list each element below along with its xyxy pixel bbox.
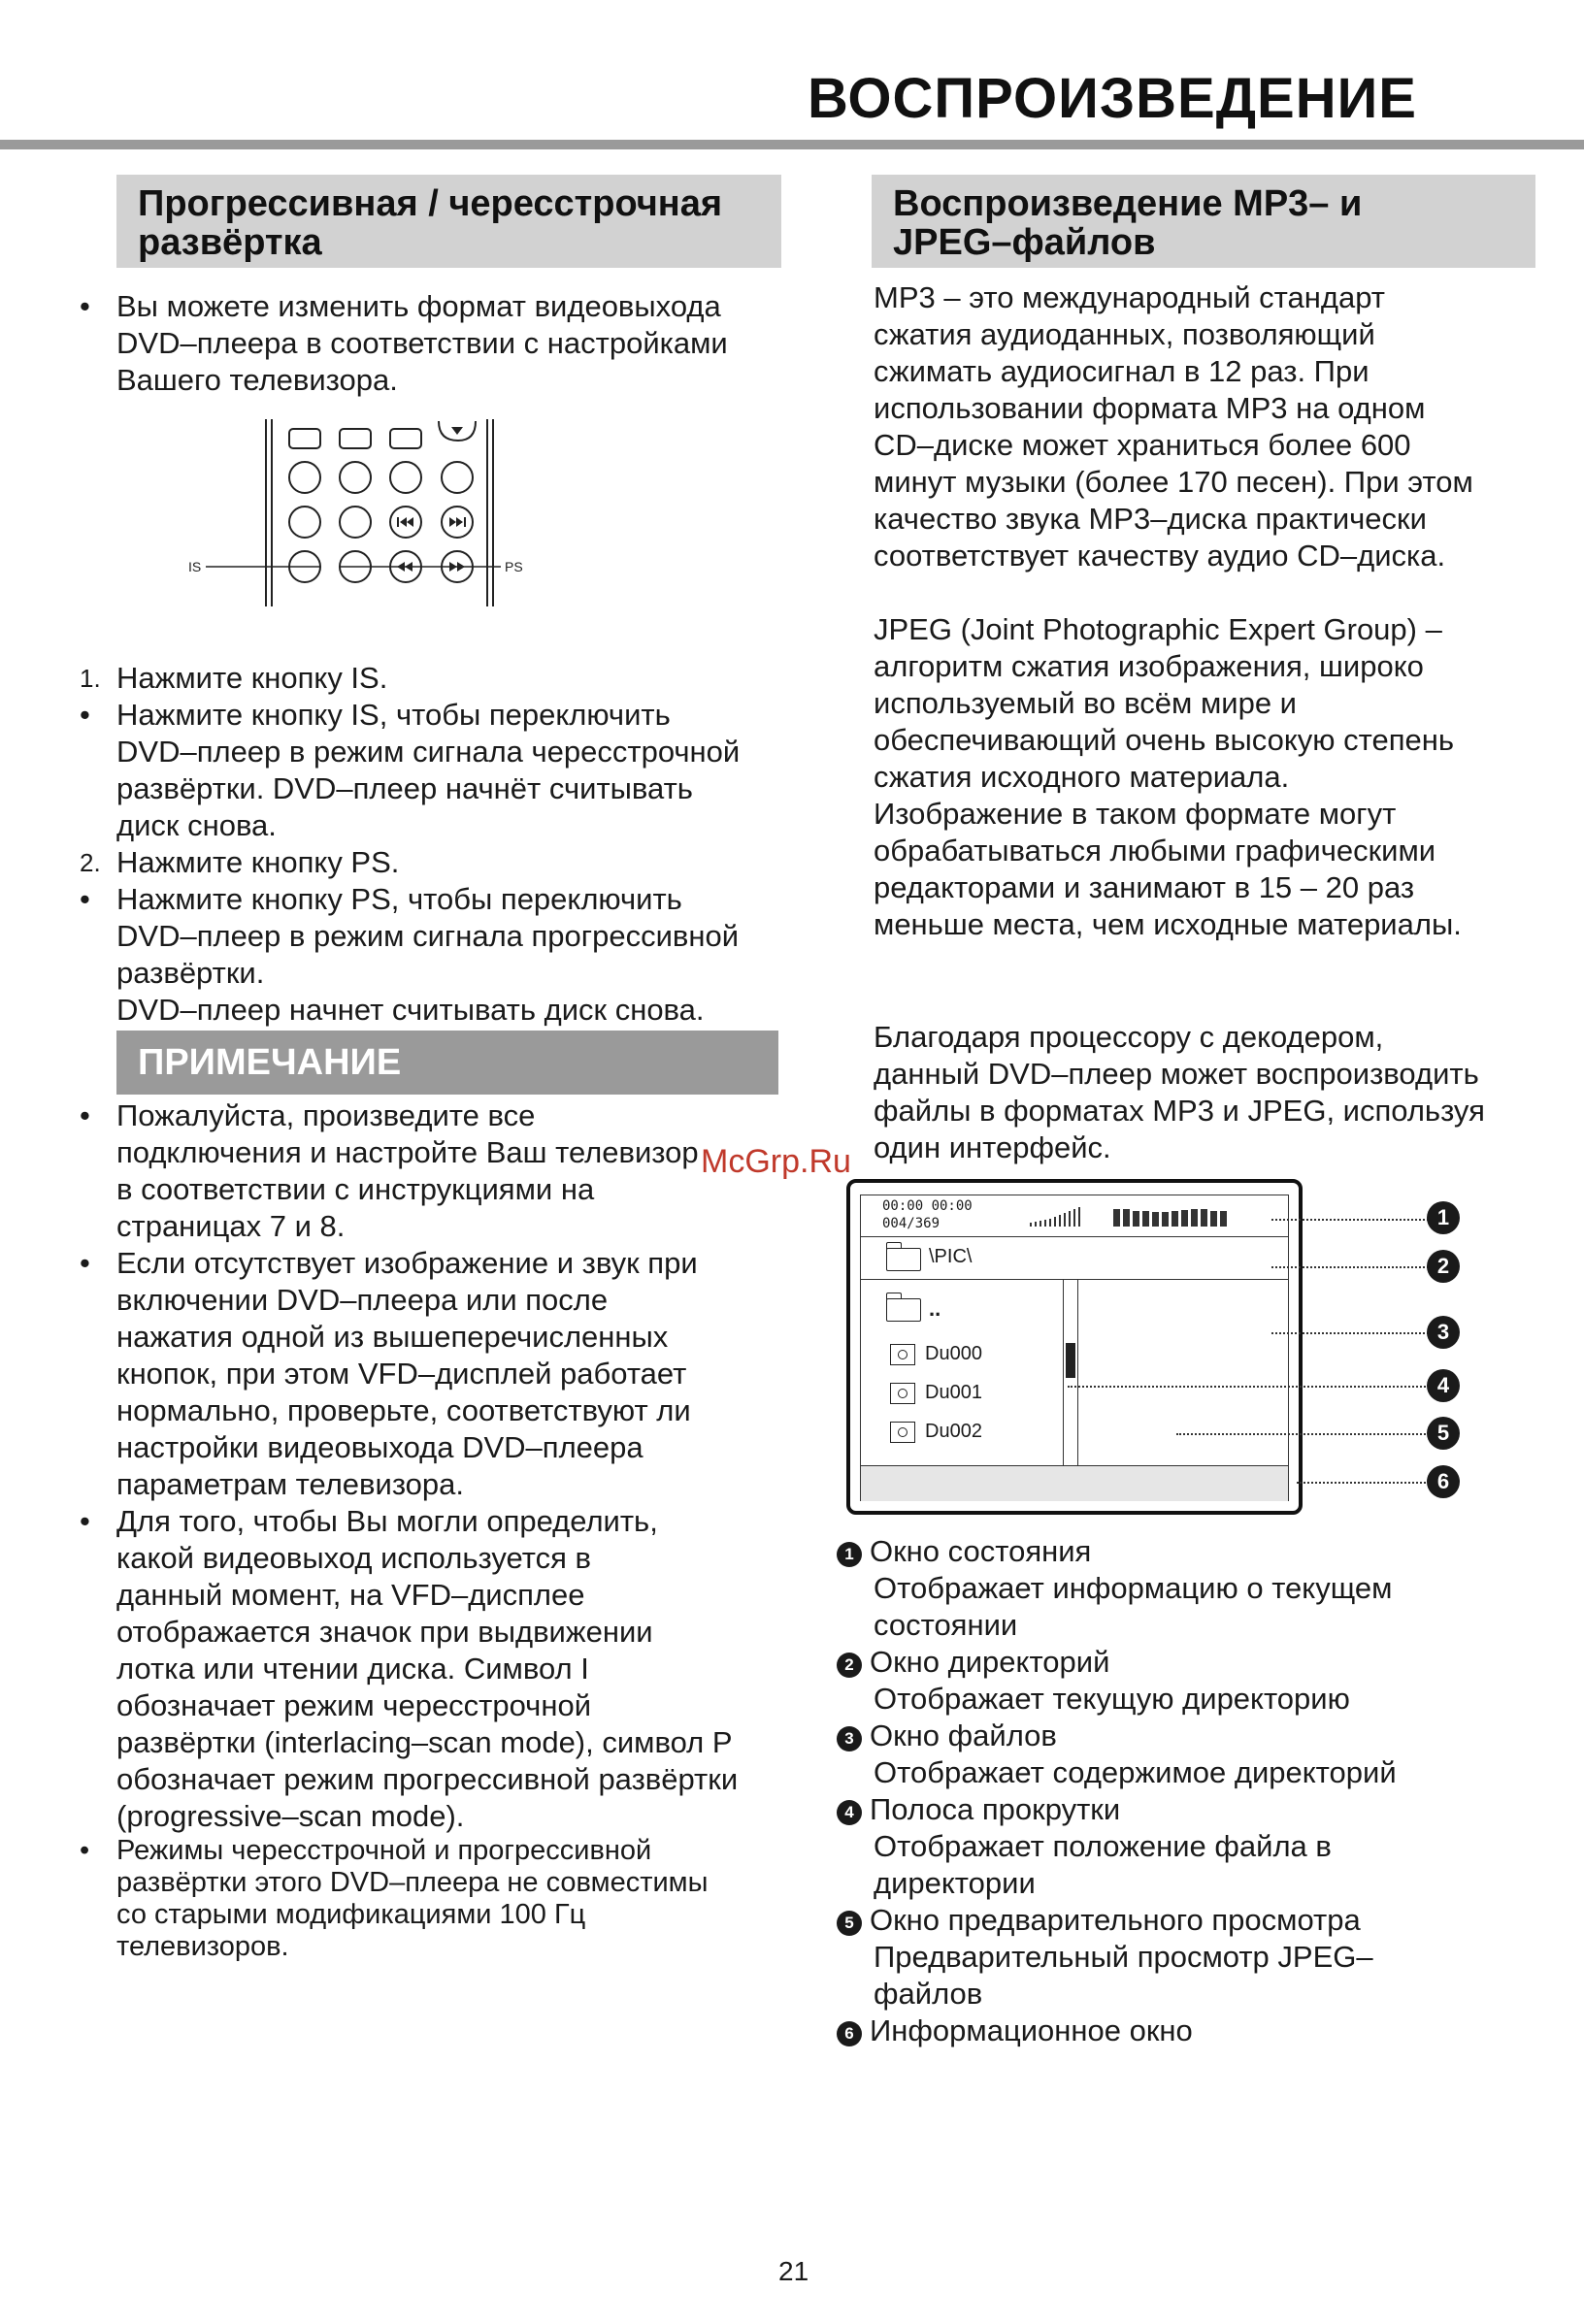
legend-title: Окно директорий — [870, 1645, 1110, 1679]
text-line: DVD–плеер начнет считывать диск снова. — [116, 993, 705, 1027]
text-line: один интерфейс. — [874, 1130, 1111, 1164]
text-line: алгоритм сжатия изображения, широко — [874, 649, 1424, 683]
text-line: кнопок, при этом VFD–дисплей работает — [116, 1357, 687, 1391]
text-line: телевизоров. — [116, 1931, 289, 1962]
status-window — [861, 1195, 1288, 1237]
text-line: развёртки. DVD–плеер начнёт считывать — [116, 771, 693, 805]
remote-button — [289, 507, 320, 538]
text-line: соответствует качеству аудио CD–диска. — [874, 539, 1446, 573]
text-line: включении DVD–плеера или после — [116, 1283, 609, 1317]
remote-button — [340, 429, 371, 448]
text-line: Режимы чересстрочной и прогрессивной — [116, 1835, 652, 1866]
callout-leader — [1271, 1266, 1433, 1268]
remote-button — [289, 462, 320, 493]
file-item[interactable] — [890, 1343, 982, 1365]
page-number: 21 — [778, 2256, 809, 2286]
callout-2: 2 — [1427, 1250, 1460, 1283]
text-line: Вы можете изменить формат видеовыхода — [116, 289, 721, 323]
legend-title: Окно файлов — [870, 1718, 1057, 1752]
top-rule — [0, 140, 1584, 149]
legend-number: 6 — [837, 2021, 862, 2046]
file-item[interactable] — [890, 1421, 982, 1443]
remote-row-top — [289, 421, 476, 448]
legend-item-title — [837, 1791, 1397, 1828]
track-readout: 004/369 — [882, 1216, 940, 1231]
callout-4: 4 — [1427, 1369, 1460, 1402]
text-line: данный момент, на VFD–дисплее — [116, 1578, 585, 1612]
text-line: (progressive–scan mode). — [116, 1799, 465, 1833]
watermark: McGrp.Ru — [701, 1143, 851, 1180]
callout-leader — [1271, 1219, 1433, 1221]
image-file-icon — [890, 1383, 915, 1404]
text-line: со старыми модификациями 100 Гц — [116, 1899, 586, 1930]
text-line: Для того, чтобы Вы могли определить, — [116, 1504, 658, 1538]
bullet-item — [80, 1503, 798, 1835]
legend-desc: Отображает информацию о текущем — [874, 1571, 1393, 1605]
text-line: Благодаря процессору с декодером, — [874, 1020, 1384, 1054]
note-bullets — [80, 1097, 798, 1963]
text-line: настройки видеовыхода DVD–плеера — [116, 1430, 644, 1464]
legend-desc: директории — [874, 1866, 1036, 1900]
section-heading-line: Воспроизведение MP3– и — [893, 183, 1363, 224]
note-heading: ПРИМЕЧАНИЕ — [116, 1031, 778, 1095]
step-2 — [80, 844, 798, 881]
text-line: развёртки. — [116, 956, 265, 990]
bullet-item — [80, 288, 798, 399]
bullet-dot: • — [80, 698, 90, 732]
text-line: качество звука MP3–диска практически — [874, 502, 1427, 536]
text-line: Вашего телевизора. — [116, 363, 398, 397]
step-text: Нажмите кнопку PS. — [116, 845, 400, 879]
legend-desc: файлов — [874, 1977, 983, 2011]
text-line: использовании формата MP3 на одном — [874, 391, 1426, 425]
parent-dir-item[interactable]: .. — [929, 1296, 941, 1321]
step-number: 2. — [80, 848, 101, 877]
legend-item-title — [837, 1644, 1397, 1681]
text-line: файлы в форматах MP3 и JPEG, используя — [874, 1094, 1485, 1128]
legend-list — [837, 1533, 1397, 2049]
callout-leader — [1176, 1433, 1433, 1435]
section-heading-line: Прогрессивная / чересстрочная — [138, 183, 723, 224]
legend-title: Окно предварительного просмотра — [870, 1903, 1361, 1937]
time-readout: 00:00 00:00 — [882, 1198, 973, 1214]
text-line: обеспечивающий очень высокую степень — [874, 723, 1455, 757]
text-line: сжатия исходного материала. — [874, 760, 1290, 794]
text-line: диск снова. — [116, 808, 277, 842]
callout-1: 1 — [1427, 1201, 1460, 1234]
legend-item-title — [837, 1902, 1397, 1939]
bullet-dot: • — [80, 1504, 90, 1538]
image-file-icon — [890, 1422, 915, 1443]
callout-leader — [1271, 1332, 1433, 1334]
bullet-dot: • — [80, 1098, 90, 1132]
bullet-item — [80, 881, 798, 1029]
legend-title: Окно состояния — [870, 1534, 1092, 1568]
remote-button — [390, 429, 421, 448]
legend-desc: состоянии — [874, 1608, 1018, 1642]
callout-5: 5 — [1427, 1417, 1460, 1450]
legend-number: 4 — [837, 1800, 862, 1825]
text-line: развёртки этого DVD–плеера не совместимы — [116, 1867, 709, 1898]
text-line: страницах 7 и 8. — [116, 1209, 346, 1243]
text-line: MP3 – это международный стандарт — [874, 280, 1385, 314]
info-window — [861, 1465, 1288, 1501]
file-name: Du001 — [925, 1382, 982, 1403]
step-1 — [80, 660, 798, 697]
section-heading-scan — [116, 175, 781, 268]
legend-item-title — [837, 1533, 1397, 1570]
text-line: нажатия одной из вышеперечисленных — [116, 1320, 669, 1354]
legend-title: Полоса прокрутки — [870, 1792, 1121, 1826]
file-item[interactable] — [890, 1382, 982, 1404]
section-heading-line: развёртка — [138, 222, 322, 263]
text-line: обозначает режим чересстрочной — [116, 1688, 592, 1722]
section-heading-line: JPEG–файлов — [893, 222, 1156, 263]
para-decoder — [874, 1019, 1553, 1166]
step-number: 1. — [80, 664, 101, 693]
ps-label: PS — [505, 559, 523, 574]
file-name: Du002 — [925, 1421, 982, 1442]
text-line: DVD–плеера в соответствии с настройками — [116, 326, 728, 360]
text-line: параметрам телевизора. — [116, 1467, 465, 1501]
steps-block — [80, 660, 798, 1029]
text-line: в соответствии с инструкциями на — [116, 1172, 595, 1206]
section-heading-mp3-jpeg — [872, 175, 1535, 268]
para-jpeg — [874, 611, 1553, 943]
text-line: нормально, проверьте, соответствуют ли — [116, 1393, 691, 1427]
folder-icon — [886, 1298, 921, 1322]
text-line: лотка или чтении диска. Символ I — [116, 1652, 589, 1686]
image-file-icon — [890, 1344, 915, 1365]
text-line: отображается значок при выдвижении — [116, 1615, 653, 1649]
file-name: Du000 — [925, 1343, 982, 1364]
legend-number: 1 — [837, 1542, 862, 1567]
bullet-dot: • — [80, 882, 90, 916]
text-line: какой видеовыход используется в — [116, 1541, 591, 1575]
text-line: редакторами и занимают в 15 – 20 раз — [874, 870, 1415, 904]
text-line: DVD–плеер в режим сигнала чересстрочной — [116, 735, 741, 769]
text-line: Изображение в таком формате могут — [874, 797, 1397, 831]
text-line: сжимать аудиосигнал в 12 раз. При — [874, 354, 1370, 388]
text-line: минут музыки (более 170 песен). При этом — [874, 465, 1473, 499]
para-mp3 — [874, 279, 1553, 574]
remote-button — [340, 462, 371, 493]
text-line: DVD–плеер в режим сигнала прогрессивной — [116, 919, 740, 953]
bullet-dot: • — [80, 1246, 90, 1280]
callout-leader — [1297, 1482, 1433, 1484]
file-window — [861, 1279, 1063, 1465]
legend-title: Информационное окно — [870, 2013, 1193, 2047]
text-line: Нажмите кнопку IS, чтобы переключить — [116, 698, 671, 732]
remote-button — [340, 507, 371, 538]
scroll-thumb[interactable] — [1066, 1343, 1075, 1378]
screen-frame — [860, 1195, 1289, 1501]
bullet-item — [80, 1245, 798, 1503]
bullet-item — [80, 1097, 798, 1245]
legend-number: 2 — [837, 1653, 862, 1678]
remote-button — [442, 462, 473, 493]
intro-bullet — [80, 288, 798, 399]
text-line: развёртки (interlacing–scan mode), символ P — [116, 1725, 733, 1759]
text-line: сжатия аудиоданных, позволяющий — [874, 317, 1375, 351]
remote-button — [390, 462, 421, 493]
page-title: ВОСПРОИЗВЕДЕНИЕ — [807, 67, 1417, 130]
text-line: данный DVD–плеер может воспроизводить — [874, 1057, 1479, 1091]
legend-item-title — [837, 2013, 1397, 2049]
player-screen-figure — [846, 1179, 1303, 1515]
directory-path: \PIC\ — [929, 1246, 973, 1267]
folder-icon — [886, 1248, 921, 1271]
legend-number: 3 — [837, 1726, 862, 1751]
text-line: Нажмите кнопку PS, чтобы переключить — [116, 882, 682, 916]
legend-desc: Отображает положение файла в — [874, 1829, 1332, 1863]
legend-number: 5 — [837, 1911, 862, 1936]
text-line: меньше места, чем исходные материалы. — [874, 907, 1462, 941]
callout-3: 3 — [1427, 1316, 1460, 1349]
remote-control-diagram — [184, 417, 534, 611]
bullet-dot: • — [80, 289, 90, 323]
remote-button — [289, 429, 320, 448]
callout-leader — [1068, 1386, 1433, 1388]
legend-desc: Предварительный просмотр JPEG– — [874, 1940, 1373, 1974]
legend-item-title — [837, 1718, 1397, 1754]
text-line: CD–диске может храниться более 600 — [874, 428, 1411, 462]
text-line: подключения и настройте Ваш телевизор — [116, 1135, 699, 1169]
level-meter-icon — [1026, 1203, 1288, 1228]
step-text: Нажмите кнопку IS. — [116, 661, 388, 695]
text-line: обрабатываться любыми графическими — [874, 834, 1436, 867]
down-arrow-icon — [451, 427, 463, 435]
is-label: IS — [188, 559, 202, 574]
bullet-item — [80, 697, 798, 844]
directory-window — [861, 1236, 1288, 1280]
text-line: обозначает режим прогрессивной развёртки — [116, 1762, 739, 1796]
text-line: JPEG (Joint Photographic Expert Group) – — [874, 612, 1442, 646]
callout-6: 6 — [1427, 1465, 1460, 1498]
legend-desc: Отображает текущую директорию — [874, 1682, 1350, 1716]
legend-desc: Отображает содержимое директорий — [874, 1755, 1397, 1789]
bullet-item — [80, 1835, 798, 1963]
text-line: используемый во всём мире и — [874, 686, 1297, 720]
scroll-bar[interactable] — [1063, 1279, 1078, 1465]
text-line: Если отсутствует изображение и звук при — [116, 1246, 698, 1280]
text-line: Пожалуйста, произведите все — [116, 1098, 536, 1132]
bullet-dot: • — [80, 1835, 90, 1866]
